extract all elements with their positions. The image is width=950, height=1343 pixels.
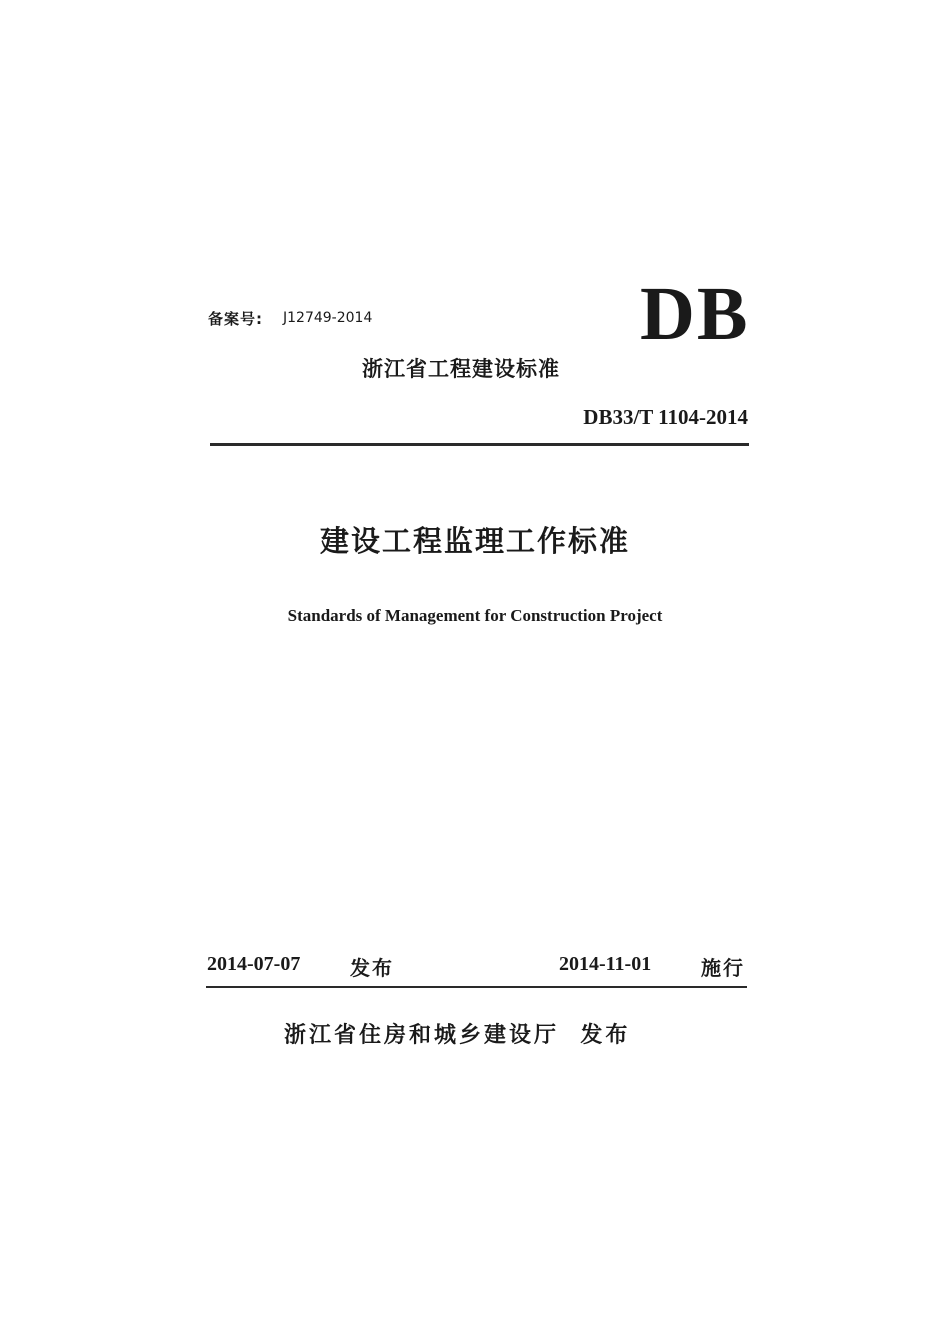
effective-date: 2014-11-01: [559, 953, 652, 975]
top-divider: [210, 443, 749, 446]
issue-label: 发布: [350, 956, 394, 980]
standard-type: 浙江省工程建设标准: [362, 357, 560, 381]
record-label: 备案号:: [208, 310, 263, 328]
effective-label: 施行: [701, 956, 745, 980]
standard-code: DB33/T 1104-2014: [583, 405, 748, 429]
document-title-english: Standards of Management for Construction Project: [287, 606, 663, 625]
publisher: 浙江省住房和城乡建设厅 发布: [284, 1023, 631, 1048]
db-standard-mark: DB: [640, 272, 750, 356]
issue-date: 2014-07-07: [207, 953, 301, 975]
bottom-divider: [206, 986, 747, 988]
document-title-chinese: 建设工程监理工作标准: [319, 524, 630, 558]
record-number: J12749-2014: [283, 310, 373, 326]
